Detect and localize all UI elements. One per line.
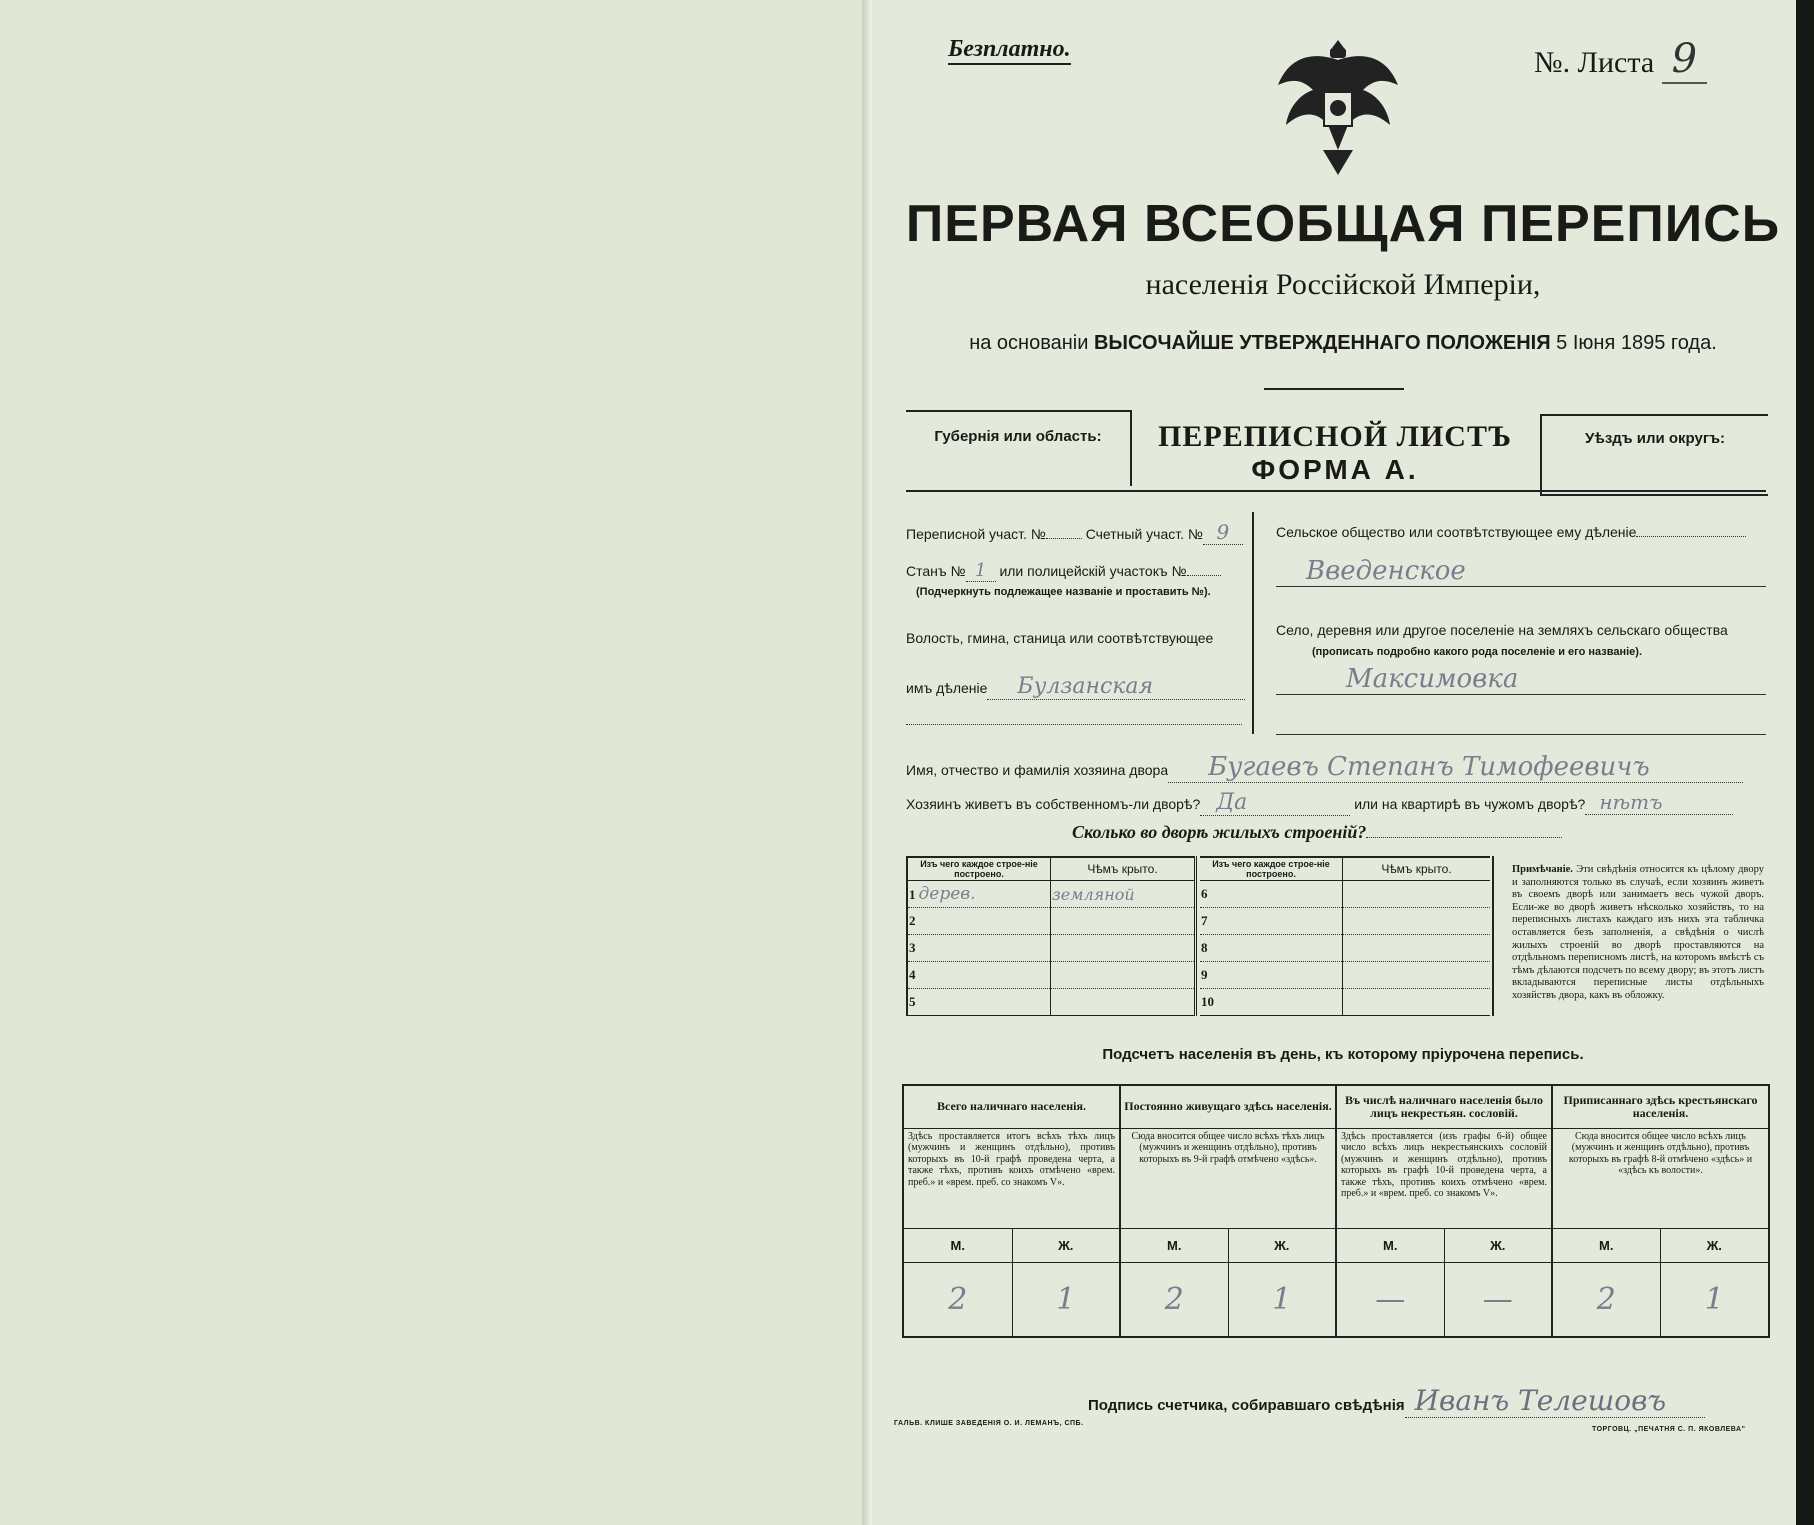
- sheet-title-box: [1130, 408, 1540, 492]
- volost-label-2: имъ дѣленіе: [906, 680, 988, 696]
- buildings-right-grid: [1200, 856, 1490, 1016]
- province-label: Губернія или область:: [934, 428, 1102, 445]
- own-yard-label: Хозяинъ живетъ въ собственномъ-ли дворѣ?: [906, 796, 1201, 812]
- population-col-header: Приписаннаго здѣсь крестьянскаго населенія.: [1552, 1086, 1768, 1128]
- note-block: [1512, 864, 1764, 1003]
- building-row: [1200, 881, 1490, 908]
- building-roof: [1343, 881, 1491, 908]
- building-roof: [1343, 989, 1491, 1016]
- subtitle: населенія Россійской Имперіи,: [1145, 268, 1541, 301]
- male-count: 2: [1552, 1262, 1660, 1336]
- population-col-desc: Здѣсь проставляется (изъ графы 6-й) общее число всѣхъ лицъ некрестьянскихъ сословій (мужчинъ и женщинъ отдѣльно), противъ которыхъ въ графѣ 10-й проведена черта, а также тѣхъ, противъ коихъ отмѣчено «врем. преб.» и «врем. преб. со знакомъ V».: [1336, 1128, 1552, 1228]
- building-roof: [1051, 935, 1195, 962]
- building-roof: земляной: [1051, 881, 1195, 908]
- male-header: М.: [904, 1228, 1012, 1262]
- volost-extra-line: [906, 724, 1242, 725]
- camp-value: 1: [966, 560, 996, 582]
- buildings-table-right: [1200, 856, 1494, 1016]
- buildings-label: Сколько во дворѣ жилыхъ строеній?: [1072, 822, 1367, 842]
- count-district-value: 9: [1203, 520, 1243, 545]
- sheet-number-value: 9: [1662, 36, 1707, 84]
- building-row: [908, 881, 1194, 908]
- building-roof: [1343, 908, 1491, 935]
- main-title: ПЕРВАЯ ВСЕОБЩАЯ ПЕРЕПИСЬ: [905, 195, 1781, 253]
- building-row-number: 1: [909, 887, 916, 902]
- building-row: [908, 908, 1194, 935]
- volost-field: [906, 674, 1245, 700]
- building-row-number: 5: [909, 994, 916, 1009]
- village-extra-line: [1276, 734, 1766, 735]
- buildings-table-left: [906, 856, 1197, 1016]
- population-col-header: Всего наличнаго населенія.: [904, 1086, 1120, 1128]
- society-dots: [1636, 536, 1746, 537]
- female-count: 1: [1704, 1281, 1724, 1317]
- building-row-number: 4: [909, 967, 916, 982]
- building-row-number: 6: [1201, 886, 1208, 901]
- female-header: Ж.: [1228, 1228, 1336, 1262]
- building-row-number: 3: [909, 940, 916, 955]
- camp-field: [906, 560, 1221, 582]
- female-count: 1: [1012, 1262, 1120, 1336]
- census-district-field: [906, 520, 1243, 545]
- legal-basis-caps: ВЫСОЧАЙШЕ УТВЕРЖДЕННАГО ПОЛОЖЕНІЯ: [1093, 332, 1551, 354]
- sheet-number-label: №. Листа: [1534, 46, 1655, 79]
- rent-label: или на квартирѣ въ чужомъ дворѣ?: [1354, 796, 1586, 812]
- underline-note: (Подчеркнуть подлежащее названіе и проставить №).: [916, 586, 1211, 598]
- note-text: Эти свѣдѣнія относятся къ цѣлому двору и заполняются только въ случаѣ, если хозяинъ живетъ въ своемъ дворѣ или занимаетъ весь чужой дворъ. Если-же во дворѣ живетъ нѣсколько хозяйствъ, то на переписныхъ листахъ каждаго изъ нихъ эта табличка оставляется безъ заполненія, а свѣдѣнія о числѣ жилыхъ строеній во дворѣ проставляются на отдѣльномъ переписномъ листѣ, на которомъ вмѣстѣ съ тѣмъ дѣлаются подсчетъ по всему двору; въ этотъ листъ вкладываются переписные листы отдѣльныхъ хозяйствъ двора, какъ въ обложку.: [1512, 864, 1765, 1001]
- signature-label: Подпись счетчика, собиравшаго свѣдѣнія: [1088, 1397, 1405, 1414]
- volost-value: Булзанская: [987, 674, 1245, 700]
- female-count: 1: [1228, 1262, 1336, 1336]
- building-row: [1200, 989, 1490, 1016]
- own-yard-value: Да: [1200, 790, 1350, 816]
- census-form-page: [872, 0, 1814, 1525]
- male-count: —: [1336, 1262, 1444, 1336]
- signature-field: [1088, 1384, 1705, 1418]
- building-roof: [1343, 935, 1491, 962]
- roof-header-2: Чѣмъ крыто.: [1381, 862, 1452, 876]
- district-box: [1540, 414, 1768, 496]
- camp-label: Станъ №: [906, 563, 966, 579]
- female-header: Ж.: [1660, 1228, 1768, 1262]
- buildings-value: [1366, 837, 1562, 838]
- building-row: [1200, 908, 1490, 935]
- building-row-number: 9: [1201, 967, 1208, 982]
- male-header: М.: [1552, 1228, 1660, 1262]
- population-col-desc: Сюда вносится общее число всѣхъ тѣхъ лицъ (мужчинъ и женщинъ отдѣльно), противъ которыхъ въ 9-й графѣ отмѣчено «здѣсь».: [1120, 1128, 1336, 1228]
- buildings-field: [1072, 822, 1562, 843]
- village-value: Максимовка: [1276, 664, 1766, 695]
- owner-field: [906, 752, 1743, 783]
- building-row: [908, 989, 1194, 1016]
- owner-label: Имя, отчество и фамилія хозяина двора: [906, 762, 1169, 778]
- footer-right: ТОРГОВЦ. „ПЕЧАТНЯ С. П. ЯКОВЛЕВА": [1592, 1426, 1746, 1433]
- province-box: [906, 410, 1132, 486]
- sheet-number: [1534, 36, 1707, 82]
- population-col-desc: Здѣсь проставляется итогъ всѣхъ тѣхъ лицъ (мужчинъ и женщинъ отдѣльно), противъ которыхъ въ 10-й графѣ проведена черта, а также тѣхъ, противъ коихъ отмѣчено «врем. преб.» и «врем. преб. со знакомъ V».: [904, 1128, 1120, 1228]
- building-row: [908, 962, 1194, 989]
- building-material: дерев.: [918, 884, 976, 904]
- population-col-header: Постоянно живущаго здѣсь населенія.: [1120, 1086, 1336, 1128]
- footer-left: ГАЛЬВ. КЛИШЕ ЗАВЕДЕНІЯ О. И. ЛЕМАНЪ, СПБ.: [894, 1420, 1084, 1427]
- form-title: ФОРМА А.: [1251, 454, 1419, 485]
- sheet-title: ПЕРЕПИСНОЙ ЛИСТЪ: [1158, 420, 1512, 453]
- legal-basis-date: 5 Іюня 1895 года.: [1550, 332, 1717, 354]
- count-district-label: Счетный участ. №: [1085, 526, 1203, 542]
- note-label: Примѣчаніе.: [1512, 864, 1573, 875]
- population-grid: [904, 1086, 1768, 1336]
- rent-value: нѣтъ: [1585, 790, 1733, 815]
- building-roof: [1051, 908, 1195, 935]
- district-label: Уѣздъ или округъ:: [1584, 430, 1726, 447]
- owner-value: Бугаевъ Степанъ Тимофеевичъ: [1168, 752, 1743, 783]
- male-count: 2: [904, 1262, 1012, 1336]
- population-table: [902, 1084, 1770, 1338]
- double-headed-eagle-emblem: [1268, 30, 1408, 180]
- page-edge: [1796, 0, 1814, 1525]
- society-field: [1276, 524, 1746, 540]
- legal-basis: [872, 332, 1814, 355]
- volost-label: Волость, гмина, станица или соотвѣтствующее: [906, 630, 1214, 646]
- building-row-number: 7: [1201, 913, 1208, 928]
- census-district-label: Переписной участ. №: [906, 526, 1046, 542]
- fields-divider: [1252, 512, 1254, 734]
- male-header: М.: [1120, 1228, 1228, 1262]
- male-header: М.: [1336, 1228, 1444, 1262]
- form-header-rule: [906, 490, 1766, 492]
- buildings-left-grid: [908, 856, 1194, 1016]
- building-roof: [1051, 989, 1195, 1016]
- police-value: [1187, 575, 1221, 576]
- building-row-number: 2: [909, 913, 916, 928]
- material-header-2: Изъ чего каждое строе-ніе построено.: [1200, 857, 1343, 881]
- police-label: или полицейскій участокъ №: [999, 563, 1187, 579]
- female-count: —: [1444, 1262, 1552, 1336]
- building-roof: [1051, 962, 1195, 989]
- female-header: Ж.: [1012, 1228, 1120, 1262]
- population-col-header: Въ числѣ наличнаго населенія было лицъ некрестьян. сословій.: [1336, 1086, 1552, 1128]
- male-count: 2: [1120, 1262, 1228, 1336]
- building-row: [1200, 935, 1490, 962]
- material-header: Изъ чего каждое строе-ніе построено.: [908, 857, 1051, 881]
- population-title: Подсчетъ населенія въ день, къ которому пріурочена перепись.: [1102, 1046, 1584, 1063]
- ornament-divider: [1264, 388, 1404, 396]
- legal-basis-prefix: на основаніи: [969, 332, 1094, 354]
- free-of-charge-label: Безплатно.: [948, 36, 1071, 65]
- building-row: [908, 935, 1194, 962]
- own-yard-field: [906, 790, 1733, 816]
- population-col-desc: Сюда вносится общее число всѣхъ лицъ (мужчинъ и женщинъ отдѣльно), противъ которыхъ въ графѣ 8-й отмѣчено «здѣсь» и «здѣсь къ волости».: [1552, 1128, 1768, 1228]
- society-label: Сельское общество или соотвѣтствующее ему дѣленіе: [1276, 524, 1637, 540]
- female-header: Ж.: [1444, 1228, 1552, 1262]
- building-row-number: 10: [1201, 994, 1214, 1009]
- village-note: (прописать подробно какого рода поселеніе и его названіе).: [1312, 646, 1643, 658]
- left-page: [0, 0, 872, 1525]
- buildings-table: [906, 856, 1492, 1018]
- village-label: Село, деревня или другое поселеніе на земляхъ сельскаго общества: [1276, 622, 1728, 638]
- census-district-value: [1046, 538, 1082, 539]
- society-value: Введенское: [1276, 556, 1766, 587]
- building-row-number: 8: [1201, 940, 1208, 955]
- building-row: [1200, 962, 1490, 989]
- roof-header: Чѣмъ крыто.: [1087, 862, 1158, 876]
- signature-value: Иванъ Телешовъ: [1405, 1384, 1705, 1418]
- building-roof: [1343, 962, 1491, 989]
